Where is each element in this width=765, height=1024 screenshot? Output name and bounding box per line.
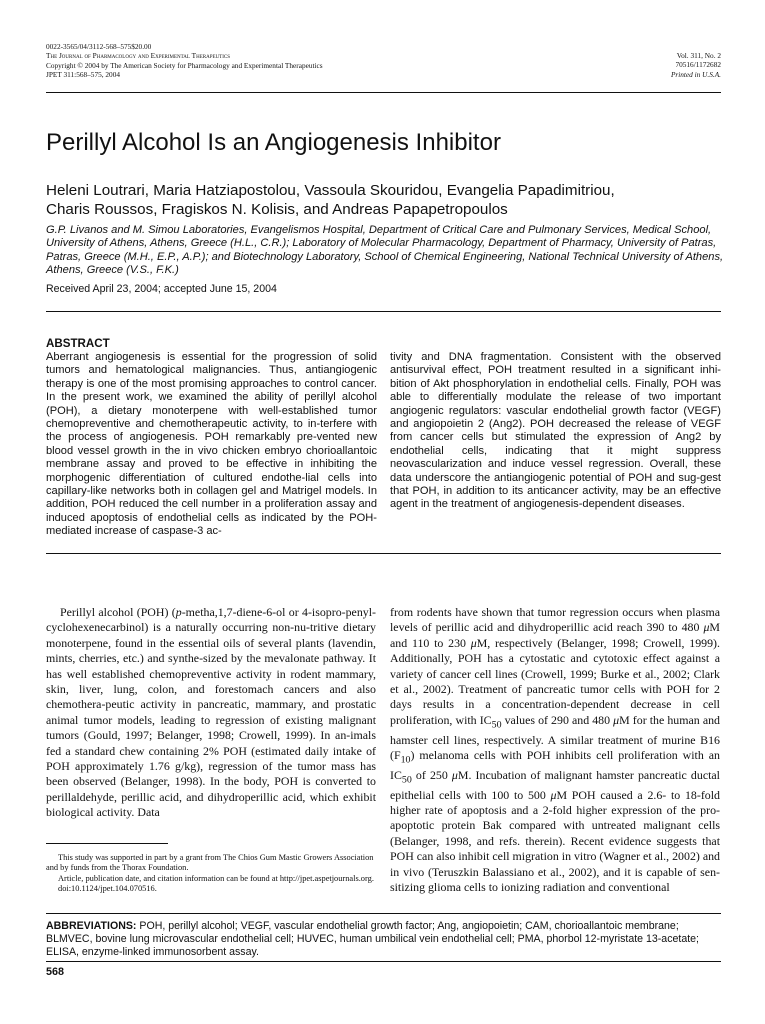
abstract-bottom-rule xyxy=(46,553,721,554)
copyright-line: Copyright © 2004 by The American Society for Pharmacology and Experimental Therapeutics xyxy=(46,60,323,70)
intro-paragraph-continued: from rodents have shown that tumor regression occurs when plasma levels of perillic acid and dihydroperillic acid reach 390 to 480 μM and 110 to 230 μM, respectively (Belanger, 1998; Crowell, 1999). Additionally, POH has a cytostatic and cytotoxic effect against a variety of cancer cell lines (Crowell, 1999; Burke et al., 2002; Clark et al., 2002). Treatment of pancreatic tumor cells with POH for 2 days results in a concentration-dependent decrease in cell proliferation, with $IC_{50}$ values of 290 and 480 μM for the human and hamster cell lines, respectively. A similar treatment of murine B16 $(F_{10})$ melanoma cells with POH inhibits cell proliferation with an $IC_{50}$ of 250 μM. Incubation of malignant hamster pancreatic ductal epithelial cells with 100 to 500 μM POH caused a 2.6- to 18-fold higher rate of apoptosis and a 2-fold higher expression of the pro-apoptotic protein Bak compared with untreated malignant cells (Belanger, 1998, and refs. therein). Recent evidence suggests that POH can also inhibit cell migration in vitro (Wagner et al., 2002) and in vivo (Teruszkin Balassiano et al., 2002), and it is capable of sen-sitizing glioma cells to ionizing radiation and conventional xyxy=(390,605,720,895)
journal-header-right xyxy=(671,51,721,79)
volume-line: Vol. 311, No. 2 xyxy=(676,51,721,60)
journal-header-left xyxy=(46,42,323,79)
issn-line: 0022-3565/04/3112-568–575$20.00 xyxy=(46,42,152,51)
abbreviations xyxy=(46,920,722,960)
abstract-column-left: Aberrant angiogenesis is essential for the progression of solid tumors and hematological malignancies. Thus, antiangiogenic therapy is one of the most promising approaches to control cancer. In the present work, we examined the ability of perillyl alcohol (POH), a dietary monoterpene with well-established tumor chemopreventive and chemotherapeutic activity, to in-terfere with the process of angiogenesis. POH remarkably pre-vented new blood vessel growth in the in vivo chicken embryo chorioallantoic membrane assay and proved to be effective in inhibiting the morphogenic differentiation of cultured endothe-lial cells into capillary-like networks both in collagen gel and Matrigel models. In addition, POH reduced the cell number in a proliferation assay and induced apoptosis of endothelial cells as indicated by the POH-mediated increase of caspase-3 ac- xyxy=(46,351,377,538)
abbreviations-text: POH, perillyl alcohol; VEGF, vascular endothelial growth factor; Ang, angiopoietin; CAM, chorioallantoic membrane; BLMVEC, bovine lung microvascular endothelial cell; HUVEC, human umbilical vein endothelial cell; PMA, phorbol 12-myristate 13-acetate; ELISA, enzyme-linked immunosorbent assay. xyxy=(46,920,700,959)
article-title: Perillyl Alcohol Is an Angiogenesis Inhibitor xyxy=(46,129,501,157)
authors-line-1: Heleni Loutrari, Maria Hatziapostolou, Vassoula Skouridou, Evangelia Papadimitriou, xyxy=(46,182,615,199)
body-column-right xyxy=(390,605,720,895)
abbreviations-label: ABBREVIATIONS: xyxy=(46,920,137,932)
received-dates: Received April 23, 2004; accepted June 15, 2004 xyxy=(46,283,277,295)
journal-name: The Journal of Pharmacology and Experimental Therapeutics xyxy=(46,51,231,61)
footnotes xyxy=(46,853,376,895)
body-column-left xyxy=(46,605,376,821)
footnote-rule xyxy=(46,843,168,844)
abbreviations-bottom-rule xyxy=(46,961,721,962)
intro-paragraph: Perillyl alcohol (POH) (p-metha,1,7-diene-6-ol or 4-isopro-penyl-cyclohexenecarbinol) is a naturally occurring non-nu-tritive dietary monoterpene, found in the essential oils of several plants (lavendin, mints, cherries, etc.) and synthe-sized by the mevalonate pathway. It has well established chemopreventive activity in rodent mammary, skin, liver, lung, colon, and forestomach cancers and also chemothera-peutic activity in pancreatic, mammary, and prostatic animal tumor models, leading to regression of existing malignant tumors (Gould, 1997; Belanger, 1998; Crowell, 1999). In an-imals fed a standard chew containing 2% POH (estimated daily intake of POH approximately 1.76 g/kg), regression of the tumor mass has been observed (Belanger, 1998). In the body, POH is converted to perillaldehyde, perillic acid, and dihydroperillic acid, which exhibit biological activity. Data xyxy=(46,605,376,820)
citation-line: JPET 311:568–575, 2004 xyxy=(46,69,120,79)
abstract-top-rule xyxy=(46,311,721,312)
header-rule xyxy=(46,92,721,93)
doi-footnote: doi:10.1124/jpet.104.070516. xyxy=(58,884,157,894)
page-number: 568 xyxy=(46,966,65,978)
abstract-column-right: tivity and DNA fragmentation. Consistent with the observed antisurvival effect, POH treatment resulted in a significant inhi-bition of Akt phosphorylation in endothelial cells. Finally, POH was able to differentially modulate the release of two important angiogenic regulators: vascular endothelial growth factor (VEGF) and angiopoietin 2 (Ang2). POH decreased the release of VEGF from cancer cells but stimulated the expression of Ang2 by endothelial cells, indicating that it might suppress neovascularization and induce vessel regression. Overall, these data underscore the antiangiogenic potential of POH and sug-gest that POH, in addition to its anticancer activity, may be an effective agent in the treatment of angiogenesis-dependent diseases. xyxy=(390,351,721,511)
abbreviations-top-rule xyxy=(46,913,721,914)
abstract-heading: ABSTRACT xyxy=(46,337,110,350)
citation-footnote: Article, publication date, and citation information can be found at http://jpet.aspetjournals.org. xyxy=(58,873,374,883)
authors-line-2: Charis Roussos, Fragiskos N. Kolisis, and Andreas Papapetropoulos xyxy=(46,201,508,218)
funding-footnote: This study was supported in part by a grant from The Chios Gum Mastic Growers Association and by funds from the Thorax Foundation. xyxy=(46,853,374,873)
affiliations: G.P. Livanos and M. Simou Laboratories, Evangelismos Hospital, Department of Critical Care and Pulmonary Services, Medical School, University of Athens, Athens, Greece (H.L., C.R.); Laboratory of Molecular Pharmacology, Department of Pharmacy, University of Patras, Patras, Greece (M.H., E.P., A.P.); and Biotechnology Laboratory, School of Chemical Engineering, National Technical University of Athens, Athens, Greece (V.S., F.K.) xyxy=(46,224,724,277)
manuscript-id: 70516/1172682 xyxy=(675,60,721,70)
author-list xyxy=(46,181,726,219)
printed-in: Printed in U.S.A. xyxy=(670,69,721,79)
